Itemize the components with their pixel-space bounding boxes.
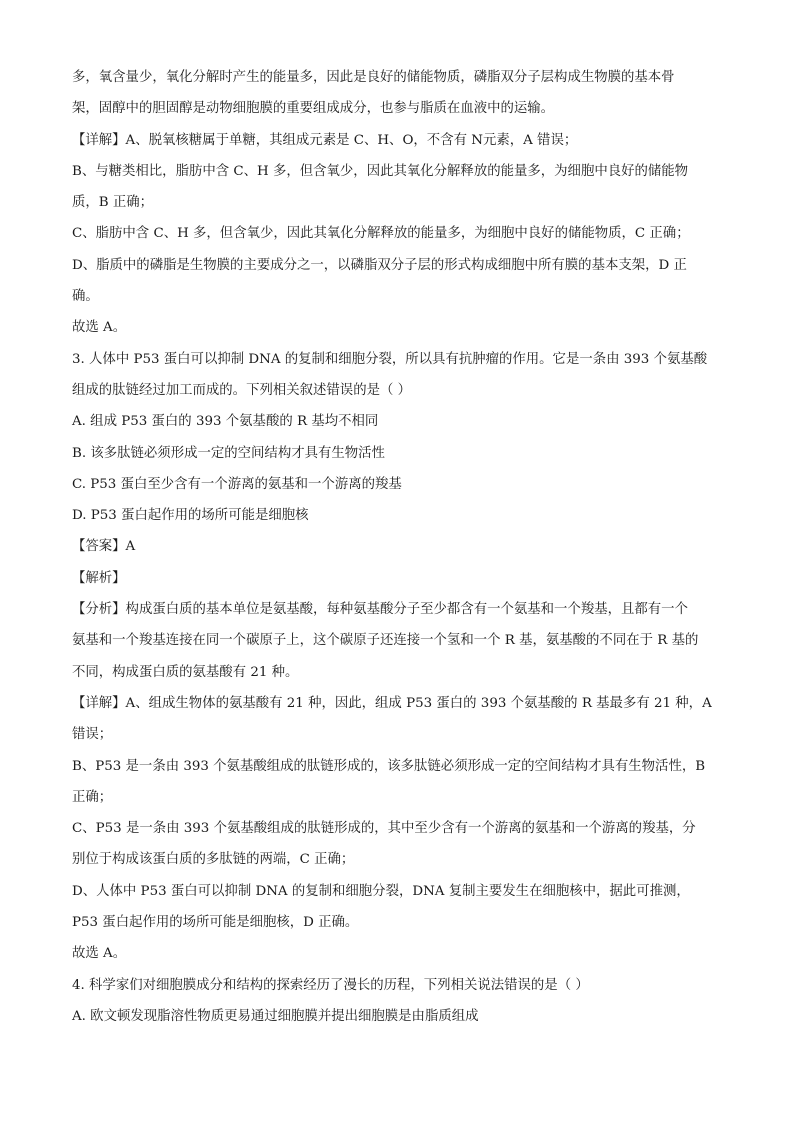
text-line: 别位于构成该蛋白质的多肽链的两端，C 正确； (72, 852, 355, 868)
text-line: 故选 A。 (72, 946, 127, 962)
question-stem: 组成的肽链经过加工而成的。下列相关叙述错误的是（ ） (72, 382, 412, 398)
text-line: 架，固醇中的胆固醇是动物细胞膜的重要组成成分，也参与脂质在血液中的运输。 (72, 101, 555, 117)
text-line: 【分析】构成蛋白质的基本单位是氨基酸，每种氨基酸分子至少都含有一个氨基和一个羧基，且都有一个 (72, 602, 688, 618)
text-line: 错误； (72, 727, 113, 743)
text-line: 不同，构成蛋白质的氨基酸有 21 种。 (72, 664, 299, 680)
text-line: C、P53 是一条由 393 个氨基酸组成的肽链形成的，其中至少含有一个游离的氨基和一个游离的羧基，分 (72, 821, 696, 837)
option-c: C. P53 蛋白至少含有一个游离的氨基和一个游离的羧基 (72, 476, 402, 492)
option-d: D. P53 蛋白起作用的场所可能是细胞核 (72, 508, 309, 524)
text-line: 确。 (72, 289, 99, 305)
text-line: 【详解】A、组成生物体的氨基酸有 21 种，因此，组成 P53 蛋白的 393 个氨基酸的 R 基最多有 21 种，A (72, 695, 712, 711)
document-body (72, 62, 722, 1032)
text-line: 氨基和一个羧基连接在同一个碳原子上，这个碳原子还连接一个氢和一个 R 基，氨基酸的不同在于 R 基的 (72, 633, 699, 649)
text-line: D、脂质中的磷脂是生物膜的主要成分之一，以磷脂双分子层的形式构成细胞中所有膜的基本支架，D 正 (72, 257, 687, 273)
text-line: 故选 A。 (72, 320, 127, 336)
option-a: A. 欧文顿发现脂溶性物质更易通过细胞膜并提出细胞膜是由脂质组成 (72, 1008, 479, 1024)
text-line: 【详解】A、脱氧核糖属于单糖，其组成元素是 C、H、O，不含有 N元素，A 错误； (72, 132, 578, 148)
text-line: 多，氧含量少，氧化分解时产生的能量多，因此是良好的储能物质，磷脂双分子层构成生物膜的基本骨 (72, 70, 675, 85)
option-b: B. 该多肽链必须形成一定的空间结构才具有生物活性 (72, 445, 385, 461)
text-line: 质，B 正确； (72, 195, 154, 211)
text-line: D、人体中 P53 蛋白可以抑制 DNA 的复制和细胞分裂，DNA 复制主要发生在细胞核中，据此可推测， (72, 883, 690, 899)
option-a: A. 组成 P53 蛋白的 393 个氨基酸的 R 基均不相同 (72, 414, 379, 430)
question-stem: 3. 人体中 P53 蛋白可以抑制 DNA 的复制和细胞分裂，所以具有抗肿瘤的作用。它是一条由 393 个氨基酸 (72, 351, 708, 367)
text-line: C、脂肪中含 C、H 多，但含氧少，因此其氧化分解释放的能量多，为细胞中良好的储能物质，C 正确； (72, 226, 690, 242)
text-line: P53 蛋白起作用的场所可能是细胞核，D 正确。 (72, 915, 359, 931)
text-line: B、与糖类相比，脂肪中含 C、H 多，但含氧少，因此其氧化分解释放的能量多，为细胞中良好的储能物 (72, 163, 689, 179)
text-line: B、P53 是一条由 393 个氨基酸组成的肽链形成的，该多肽链必须形成一定的空间结构才具有生物活性，B (72, 758, 706, 774)
question-stem: 4. 科学家们对细胞膜成分和结构的探索经历了漫长的历程，下列相关说法错误的是（ ） (72, 977, 589, 993)
analysis-heading: 【解析】 (72, 570, 126, 586)
text-line: 正确； (72, 789, 113, 805)
answer-line: 【答案】A (72, 539, 136, 555)
